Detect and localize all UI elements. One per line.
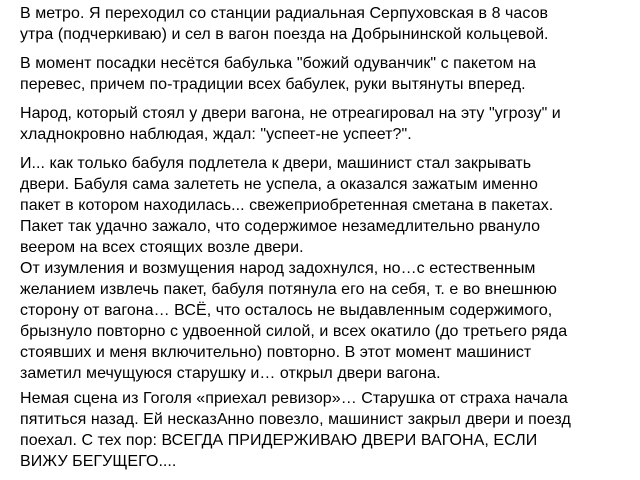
text-line: От изумления и возмущения народ задохнулся, но…с естественным — [20, 260, 536, 277]
text-line: сторону от вагона… ВСЁ, что осталось не выдавленным содержимого, — [20, 302, 553, 319]
text-line: утра (подчеркиваю) и сел в вагон поезда на Добрынинской кольцевой. — [20, 26, 549, 43]
paragraph-1 — [20, 3, 632, 45]
text-line: заметил мечущуюся старушку и… открыл двери вагона. — [20, 365, 441, 382]
text-line: двери. Бабуля сама залететь не успела, а оказался зажатым именно — [20, 176, 538, 193]
text-line: поехал. С тех пор: ВСЕГДА ПРИДЕРЖИВАЮ ДВЕРИ ВАГОНА, ЕСЛИ — [20, 432, 538, 449]
text-line: желанием извлечь пакет, бабуля потянула его на себя, т. е во внешнюю — [20, 281, 557, 298]
text-line: стоявших и меня включительно) повторно. В этот момент машинист — [20, 344, 532, 361]
text-line: хладнокровно наблюдая, ждал: "успеет-не успеет?". — [20, 126, 412, 143]
paragraph-3 — [20, 103, 632, 145]
text-line: пакет в котором находилась... свежеприобретенная сметана в пакетах. — [20, 197, 554, 214]
text-line: Немая сцена из Гоголя «приехал ревизор»… Старушка от страха начала — [20, 390, 568, 407]
document-body — [20, 3, 632, 472]
text-line: Народ, который стоял у двери вагона, не отреагировал на эту "угрозу" и — [20, 105, 561, 122]
text-line: ВИЖУ БЕГУЩЕГО.... — [20, 453, 177, 470]
paragraph-4 — [20, 153, 632, 384]
text-line: брызнуло повторно с удвоенной силой, и всех окатило (до третьего ряда — [20, 323, 568, 340]
text-line: В метро. Я переходил со станции радиальная Серпуховская в 8 часов — [20, 5, 549, 22]
paragraph-2 — [20, 53, 632, 95]
text-line: пятиться назад. Ей несказАнно повезло, машинист закрыл двери и поезд — [20, 411, 571, 428]
text-line: Пакет так удачно зажало, что содержимое незамедлительно рвануло — [20, 218, 541, 235]
text-line: В момент посадки несётся бабулька "божий одуванчик" с пакетом на — [20, 55, 537, 72]
text-line: И... как только бабуля подлетела к двери, машинист стал закрывать — [20, 155, 532, 172]
text-line: перевес, причем по-традиции всех бабулек, руки вытянуты вперед. — [20, 76, 526, 93]
text-line: веером на всех стоящих возле двери. — [20, 239, 304, 256]
paragraph-5 — [20, 388, 632, 472]
